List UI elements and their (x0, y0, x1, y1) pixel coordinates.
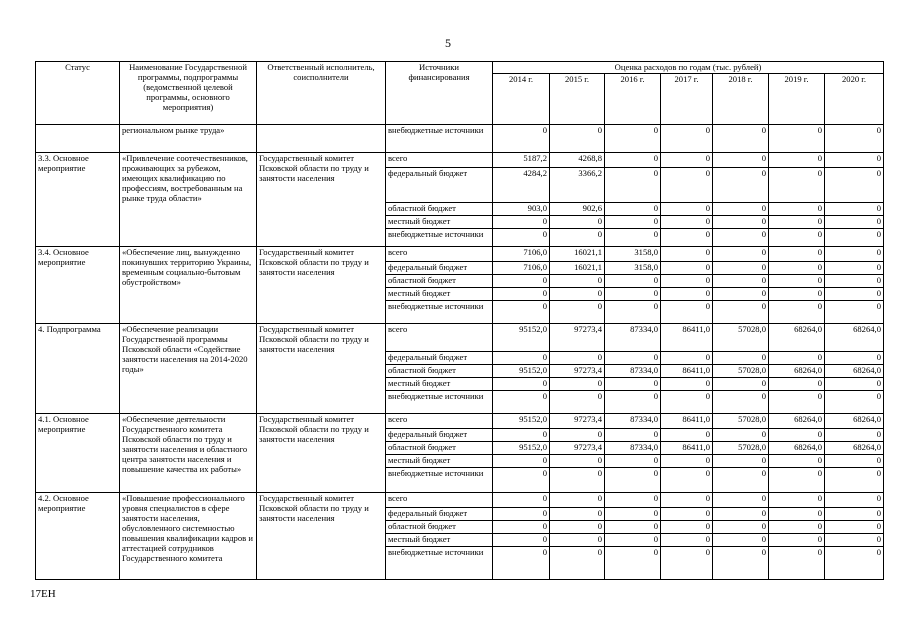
table-row (36, 414, 884, 429)
row-value-cell: 0 (550, 352, 605, 365)
row-value-cell: 0 (550, 216, 605, 229)
row-value-cell: 0 (713, 153, 769, 168)
row-program-name: «Обеспечение реализации Государственной программы Псковской области «Содействие занятости населения на 2014-2020 годы» (120, 324, 257, 414)
row-value-cell: 0 (605, 203, 661, 216)
row-value-cell: 0 (825, 275, 884, 288)
table-row (36, 125, 884, 153)
row-value-cell: 0 (769, 216, 825, 229)
row-value-cell: 0 (713, 247, 769, 262)
row-funding-source: всего (386, 324, 493, 352)
row-value-cell: 0 (605, 521, 661, 534)
row-value-cell: 0 (713, 455, 769, 468)
row-value-cell: 0 (713, 352, 769, 365)
row-value-cell: 3158,0 (605, 262, 661, 275)
row-value-cell: 0 (825, 468, 884, 493)
row-value-cell: 0 (550, 378, 605, 391)
row-value-cell: 0 (713, 391, 769, 414)
row-value-cell: 97273,4 (550, 442, 605, 455)
row-value-cell: 57028,0 (713, 414, 769, 429)
row-value-cell: 16021,1 (550, 262, 605, 275)
row-value-cell: 0 (713, 288, 769, 301)
row-value-cell: 0 (605, 391, 661, 414)
row-value-cell: 0 (825, 493, 884, 508)
row-funding-source: областной бюджет (386, 365, 493, 378)
row-status: 3.3. Основное мероприятие (36, 153, 120, 247)
row-value-cell: 0 (713, 378, 769, 391)
row-value-cell: 68264,0 (825, 324, 884, 352)
row-value-cell: 0 (550, 493, 605, 508)
row-value-cell: 0 (493, 534, 550, 547)
row-value-cell: 0 (493, 301, 550, 324)
row-value-cell: 0 (769, 288, 825, 301)
row-value-cell: 0 (713, 468, 769, 493)
row-funding-source: всего (386, 493, 493, 508)
row-value-cell: 4284,2 (493, 168, 550, 203)
row-value-cell: 903,0 (493, 203, 550, 216)
row-program-name: региональном рынке труда» (120, 125, 257, 153)
row-value-cell: 0 (661, 247, 713, 262)
row-funding-source: федеральный бюджет (386, 429, 493, 442)
row-funding-source: местный бюджет (386, 455, 493, 468)
budget-table (35, 61, 884, 580)
row-value-cell: 0 (605, 493, 661, 508)
row-value-cell: 0 (769, 547, 825, 580)
row-value-cell: 0 (493, 378, 550, 391)
row-value-cell: 0 (661, 125, 713, 153)
row-funding-source: областной бюджет (386, 521, 493, 534)
row-value-cell: 86411,0 (661, 442, 713, 455)
header-year: 2018 г. (713, 74, 769, 125)
header-status: Статус (36, 62, 120, 125)
document-code: 17ЕН (30, 588, 56, 600)
row-value-cell: 0 (493, 216, 550, 229)
row-value-cell: 0 (661, 534, 713, 547)
row-value-cell: 0 (550, 391, 605, 414)
row-value-cell: 0 (493, 521, 550, 534)
row-value-cell: 0 (550, 455, 605, 468)
header-year: 2020 г. (825, 74, 884, 125)
row-value-cell: 0 (605, 468, 661, 493)
row-status: 3.4. Основное мероприятие (36, 247, 120, 324)
row-value-cell: 0 (661, 229, 713, 247)
row-value-cell: 0 (493, 455, 550, 468)
row-value-cell: 16021,1 (550, 247, 605, 262)
row-value-cell: 0 (605, 229, 661, 247)
table-row (36, 153, 884, 168)
row-funding-source: внебюджетные источники (386, 468, 493, 493)
row-value-cell: 0 (713, 125, 769, 153)
row-value-cell: 0 (661, 547, 713, 580)
row-funding-source: внебюджетные источники (386, 229, 493, 247)
page-number: 5 (445, 36, 451, 50)
row-value-cell: 0 (493, 229, 550, 247)
row-value-cell: 0 (661, 262, 713, 275)
row-value-cell: 0 (713, 262, 769, 275)
row-value-cell: 0 (661, 153, 713, 168)
row-value-cell: 0 (493, 275, 550, 288)
row-value-cell: 0 (661, 468, 713, 493)
row-value-cell: 0 (825, 521, 884, 534)
row-value-cell: 86411,0 (661, 324, 713, 352)
row-value-cell: 0 (550, 301, 605, 324)
row-value-cell: 87334,0 (605, 365, 661, 378)
row-value-cell: 0 (825, 391, 884, 414)
row-value-cell: 0 (825, 216, 884, 229)
row-value-cell: 0 (769, 521, 825, 534)
row-value-cell: 0 (605, 547, 661, 580)
row-value-cell: 0 (493, 288, 550, 301)
row-funding-source: всего (386, 247, 493, 262)
row-value-cell: 0 (493, 125, 550, 153)
row-value-cell: 0 (769, 378, 825, 391)
row-value-cell: 0 (825, 153, 884, 168)
row-value-cell: 0 (550, 125, 605, 153)
row-value-cell: 0 (769, 247, 825, 262)
row-value-cell: 0 (825, 301, 884, 324)
row-value-cell: 0 (550, 275, 605, 288)
row-value-cell: 87334,0 (605, 442, 661, 455)
row-value-cell: 0 (493, 508, 550, 521)
row-program-name: «Обеспечение лиц, вынужденно покинувших территорию Украины, временным социально-бытовым обустройством» (120, 247, 257, 324)
row-value-cell: 0 (825, 547, 884, 580)
header-expenses: Оценка расходов по годам (тыс. рублей) (493, 62, 884, 74)
row-value-cell: 0 (825, 168, 884, 203)
row-value-cell: 0 (605, 288, 661, 301)
row-value-cell: 0 (550, 288, 605, 301)
row-value-cell: 0 (605, 534, 661, 547)
row-value-cell: 68264,0 (769, 442, 825, 455)
row-funding-source: всего (386, 153, 493, 168)
row-value-cell: 3158,0 (605, 247, 661, 262)
row-value-cell: 0 (661, 429, 713, 442)
row-funding-source: внебюджетные источники (386, 301, 493, 324)
row-value-cell: 0 (661, 168, 713, 203)
row-value-cell: 0 (661, 508, 713, 521)
row-funding-source: областной бюджет (386, 275, 493, 288)
row-value-cell: 0 (713, 493, 769, 508)
row-value-cell: 0 (713, 275, 769, 288)
row-value-cell: 0 (605, 508, 661, 521)
row-funding-source: внебюджетные источники (386, 547, 493, 580)
row-value-cell: 95152,0 (493, 442, 550, 455)
row-value-cell: 0 (825, 288, 884, 301)
row-value-cell: 95152,0 (493, 365, 550, 378)
row-status: 4.2. Основное мероприятие (36, 493, 120, 580)
row-value-cell: 0 (550, 534, 605, 547)
row-value-cell: 0 (605, 378, 661, 391)
row-value-cell: 0 (713, 534, 769, 547)
row-value-cell: 0 (661, 493, 713, 508)
row-value-cell: 87334,0 (605, 414, 661, 429)
row-value-cell: 0 (661, 455, 713, 468)
row-value-cell: 0 (661, 216, 713, 229)
row-value-cell: 0 (550, 468, 605, 493)
row-executor (257, 125, 386, 153)
row-funding-source: областной бюджет (386, 203, 493, 216)
row-funding-source: внебюджетные источники (386, 391, 493, 414)
row-value-cell: 0 (825, 455, 884, 468)
row-value-cell: 0 (493, 547, 550, 580)
row-value-cell: 57028,0 (713, 324, 769, 352)
row-value-cell: 0 (769, 534, 825, 547)
row-value-cell: 0 (661, 288, 713, 301)
row-value-cell: 4268,8 (550, 153, 605, 168)
row-value-cell: 0 (605, 216, 661, 229)
row-value-cell: 86411,0 (661, 414, 713, 429)
header-executor: Ответственный исполнитель, соисполнители (257, 62, 386, 125)
row-program-name: «Повышение профессионального уровня специалистов в сфере занятости населения, обусловленного системностью повышения квалификации кадров и аттестацией сотрудников Государственного комитета (120, 493, 257, 580)
row-funding-source: местный бюджет (386, 216, 493, 229)
row-value-cell: 7106,0 (493, 247, 550, 262)
row-value-cell: 0 (713, 547, 769, 580)
row-executor: Государственный комитет Псковской области по труду и занятости населения (257, 324, 386, 414)
header-sources: Источники финансирования (386, 62, 493, 125)
row-value-cell: 0 (713, 521, 769, 534)
table-row (36, 247, 884, 262)
row-executor: Государственный комитет Псковской области по труду и занятости населения (257, 493, 386, 580)
row-program-name: «Привлечение соотечественников, проживающих за рубежом, имеющих квалификацию по профессиям, востребованным на рынке труда области» (120, 153, 257, 247)
row-value-cell: 57028,0 (713, 365, 769, 378)
row-funding-source: областной бюджет (386, 442, 493, 455)
row-value-cell: 57028,0 (713, 442, 769, 455)
row-value-cell: 0 (769, 429, 825, 442)
row-value-cell: 0 (825, 262, 884, 275)
row-funding-source: федеральный бюджет (386, 168, 493, 203)
row-value-cell: 0 (713, 168, 769, 203)
header-year: 2014 г. (493, 74, 550, 125)
row-value-cell: 68264,0 (825, 414, 884, 429)
row-funding-source: федеральный бюджет (386, 262, 493, 275)
row-value-cell: 0 (769, 168, 825, 203)
row-value-cell: 0 (605, 301, 661, 324)
row-value-cell: 0 (769, 455, 825, 468)
table-row (36, 493, 884, 508)
row-value-cell: 68264,0 (769, 414, 825, 429)
row-value-cell: 0 (713, 301, 769, 324)
row-value-cell: 0 (825, 429, 884, 442)
row-value-cell: 3366,2 (550, 168, 605, 203)
row-value-cell: 0 (769, 352, 825, 365)
row-value-cell: 0 (493, 429, 550, 442)
row-value-cell: 0 (713, 229, 769, 247)
row-value-cell: 0 (493, 468, 550, 493)
header-year: 2019 г. (769, 74, 825, 125)
row-value-cell: 0 (713, 216, 769, 229)
row-value-cell: 0 (493, 352, 550, 365)
table-row (36, 324, 884, 352)
row-value-cell: 0 (769, 301, 825, 324)
row-value-cell: 0 (661, 203, 713, 216)
row-value-cell: 0 (550, 547, 605, 580)
row-funding-source: местный бюджет (386, 378, 493, 391)
row-value-cell: 68264,0 (825, 442, 884, 455)
header-year: 2015 г. (550, 74, 605, 125)
row-value-cell: 95152,0 (493, 324, 550, 352)
row-status: 4. Подпрограмма (36, 324, 120, 414)
row-value-cell: 97273,4 (550, 324, 605, 352)
row-value-cell: 86411,0 (661, 365, 713, 378)
row-value-cell: 97273,4 (550, 365, 605, 378)
row-value-cell: 0 (661, 352, 713, 365)
row-value-cell: 0 (493, 391, 550, 414)
row-value-cell: 0 (713, 203, 769, 216)
row-value-cell: 0 (605, 429, 661, 442)
header-year: 2017 г. (661, 74, 713, 125)
row-value-cell: 0 (769, 391, 825, 414)
row-value-cell: 0 (713, 429, 769, 442)
row-value-cell: 0 (713, 508, 769, 521)
row-value-cell: 902,6 (550, 203, 605, 216)
row-value-cell: 0 (825, 203, 884, 216)
row-value-cell: 0 (825, 534, 884, 547)
row-value-cell: 0 (769, 153, 825, 168)
row-value-cell: 0 (550, 508, 605, 521)
row-value-cell: 68264,0 (825, 365, 884, 378)
row-program-name: «Обеспечение деятельности Государственного комитета Псковской области по труду и занятости населения и областного центра занятости населения и повышение качества их работы» (120, 414, 257, 493)
header-year: 2016 г. (605, 74, 661, 125)
row-value-cell: 0 (769, 229, 825, 247)
row-value-cell: 7106,0 (493, 262, 550, 275)
row-value-cell: 0 (769, 493, 825, 508)
row-value-cell: 0 (661, 378, 713, 391)
header-name: Наименование Государственной программы, подпрограммы (ведомственной целевой программы, основного мероприятия) (120, 62, 257, 125)
row-funding-source: федеральный бюджет (386, 352, 493, 365)
row-value-cell: 0 (825, 247, 884, 262)
row-value-cell: 0 (605, 153, 661, 168)
row-value-cell: 0 (661, 521, 713, 534)
row-value-cell: 0 (661, 301, 713, 324)
row-value-cell: 0 (769, 508, 825, 521)
row-funding-source: федеральный бюджет (386, 508, 493, 521)
row-funding-source: местный бюджет (386, 534, 493, 547)
row-value-cell: 5187,2 (493, 153, 550, 168)
row-value-cell: 0 (605, 275, 661, 288)
row-value-cell: 0 (769, 203, 825, 216)
row-value-cell: 0 (769, 275, 825, 288)
row-value-cell: 68264,0 (769, 324, 825, 352)
row-value-cell: 0 (550, 429, 605, 442)
row-value-cell: 0 (605, 168, 661, 203)
row-value-cell: 0 (769, 468, 825, 493)
row-status (36, 125, 120, 153)
row-funding-source: внебюджетные источники (386, 125, 493, 153)
row-funding-source: местный бюджет (386, 288, 493, 301)
row-executor: Государственный комитет Псковской области по труду и занятости населения (257, 414, 386, 493)
row-value-cell: 0 (825, 508, 884, 521)
row-value-cell: 0 (550, 521, 605, 534)
row-value-cell: 0 (493, 493, 550, 508)
row-value-cell: 95152,0 (493, 414, 550, 429)
row-executor: Государственный комитет Псковской области по труду и занятости населения (257, 247, 386, 324)
row-value-cell: 87334,0 (605, 324, 661, 352)
row-value-cell: 0 (825, 378, 884, 391)
row-value-cell: 0 (825, 229, 884, 247)
row-value-cell: 68264,0 (769, 365, 825, 378)
row-value-cell: 97273,4 (550, 414, 605, 429)
row-value-cell: 0 (605, 455, 661, 468)
row-value-cell: 0 (661, 275, 713, 288)
row-value-cell: 0 (825, 352, 884, 365)
row-value-cell: 0 (769, 262, 825, 275)
row-value-cell: 0 (769, 125, 825, 153)
row-value-cell: 0 (605, 125, 661, 153)
row-value-cell: 0 (825, 125, 884, 153)
row-executor: Государственный комитет Псковской области по труду и занятости населения (257, 153, 386, 247)
row-status: 4.1. Основное мероприятие (36, 414, 120, 493)
row-value-cell: 0 (661, 391, 713, 414)
row-funding-source: всего (386, 414, 493, 429)
row-value-cell: 0 (605, 352, 661, 365)
row-value-cell: 0 (550, 229, 605, 247)
